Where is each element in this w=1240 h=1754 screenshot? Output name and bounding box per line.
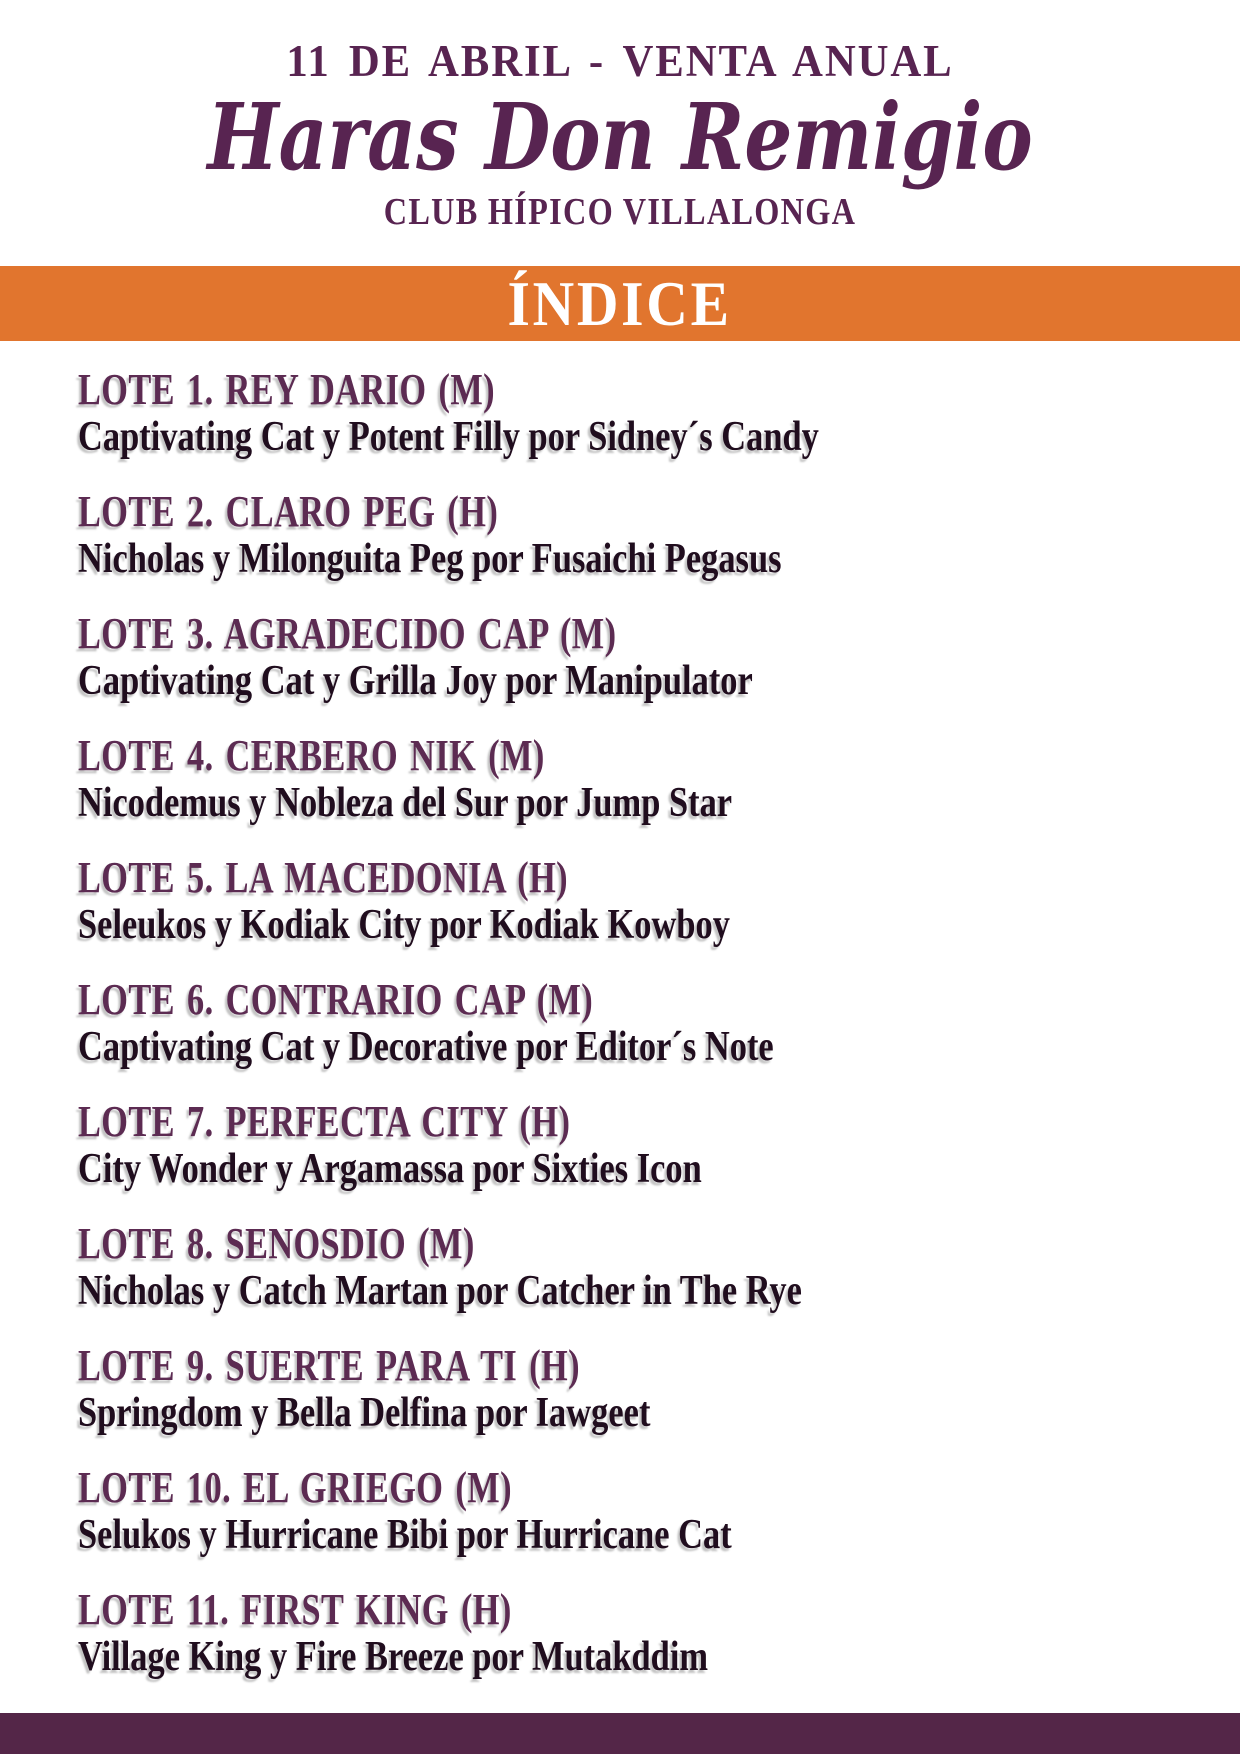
lot-title: LOTE 6. CONTRARIO CAP (M) bbox=[78, 975, 594, 1024]
index-banner bbox=[0, 266, 1240, 341]
lot-title: LOTE 8. SENOSDIO (M) bbox=[78, 1219, 475, 1268]
lot-entry bbox=[78, 977, 1200, 1071]
lot-title: LOTE 4. CERBERO NIK (M) bbox=[78, 731, 545, 780]
lot-pedigree: Captivating Cat y Grilla Joy por Manipulator bbox=[78, 658, 753, 704]
lot-pedigree: Selukos y Hurricane Bibi por Hurricane Cat bbox=[78, 1512, 732, 1558]
lot-title: LOTE 9. SUERTE PARA TI (H) bbox=[78, 1341, 580, 1390]
lot-entry bbox=[78, 489, 1200, 583]
lot-entry bbox=[78, 367, 1200, 461]
footer-bar bbox=[0, 1713, 1240, 1754]
lot-pedigree: City Wonder y Argamassa por Sixties Icon bbox=[78, 1146, 702, 1192]
lot-entry bbox=[78, 1099, 1200, 1193]
brand-title: Haras Don Remigio bbox=[207, 83, 1033, 191]
lot-pedigree: Village King y Fire Breeze por Mutakddim bbox=[78, 1634, 709, 1680]
lot-entry bbox=[78, 611, 1200, 705]
lot-pedigree: Seleukos y Kodiak City por Kodiak Kowboy bbox=[78, 902, 730, 948]
lot-title: LOTE 7. PERFECTA CITY (H) bbox=[78, 1097, 571, 1146]
lot-entry bbox=[78, 733, 1200, 827]
lot-title: LOTE 11. FIRST KING (H) bbox=[78, 1585, 512, 1634]
lot-pedigree: Springdom y Bella Delfina por Iawgeet bbox=[78, 1390, 651, 1436]
sale-date-line: 11 DE ABRIL - VENTA ANUAL bbox=[286, 36, 954, 86]
lot-title: LOTE 5. LA MACEDONIA (H) bbox=[78, 853, 568, 902]
lot-title: LOTE 3. AGRADECIDO CAP (M) bbox=[78, 609, 617, 658]
lot-entry bbox=[78, 1343, 1200, 1437]
lot-list bbox=[0, 367, 1240, 1681]
lot-pedigree: Captivating Cat y Potent Filly por Sidney´s Candy bbox=[78, 414, 819, 460]
lot-entry bbox=[78, 855, 1200, 949]
lot-entry bbox=[78, 1465, 1200, 1559]
catalog-header bbox=[0, 36, 1240, 234]
lot-title: LOTE 2. CLARO PEG (H) bbox=[78, 487, 499, 536]
lot-title: LOTE 10. EL GRIEGO (M) bbox=[78, 1463, 512, 1512]
lot-title: LOTE 1. REY DARIO (M) bbox=[78, 365, 495, 414]
club-name-line: CLUB HÍPICO VILLALONGA bbox=[383, 191, 857, 233]
lot-pedigree: Captivating Cat y Decorative por Editor´s Note bbox=[78, 1024, 774, 1070]
lot-entry bbox=[78, 1587, 1200, 1681]
lot-pedigree: Nicholas y Catch Martan por Catcher in The Rye bbox=[78, 1268, 802, 1314]
index-banner-title: ÍNDICE bbox=[507, 267, 733, 339]
lot-entry bbox=[78, 1221, 1200, 1315]
lot-pedigree: Nicholas y Milonguita Peg por Fusaichi Pegasus bbox=[78, 536, 782, 582]
lot-pedigree: Nicodemus y Nobleza del Sur por Jump Star bbox=[78, 780, 733, 826]
